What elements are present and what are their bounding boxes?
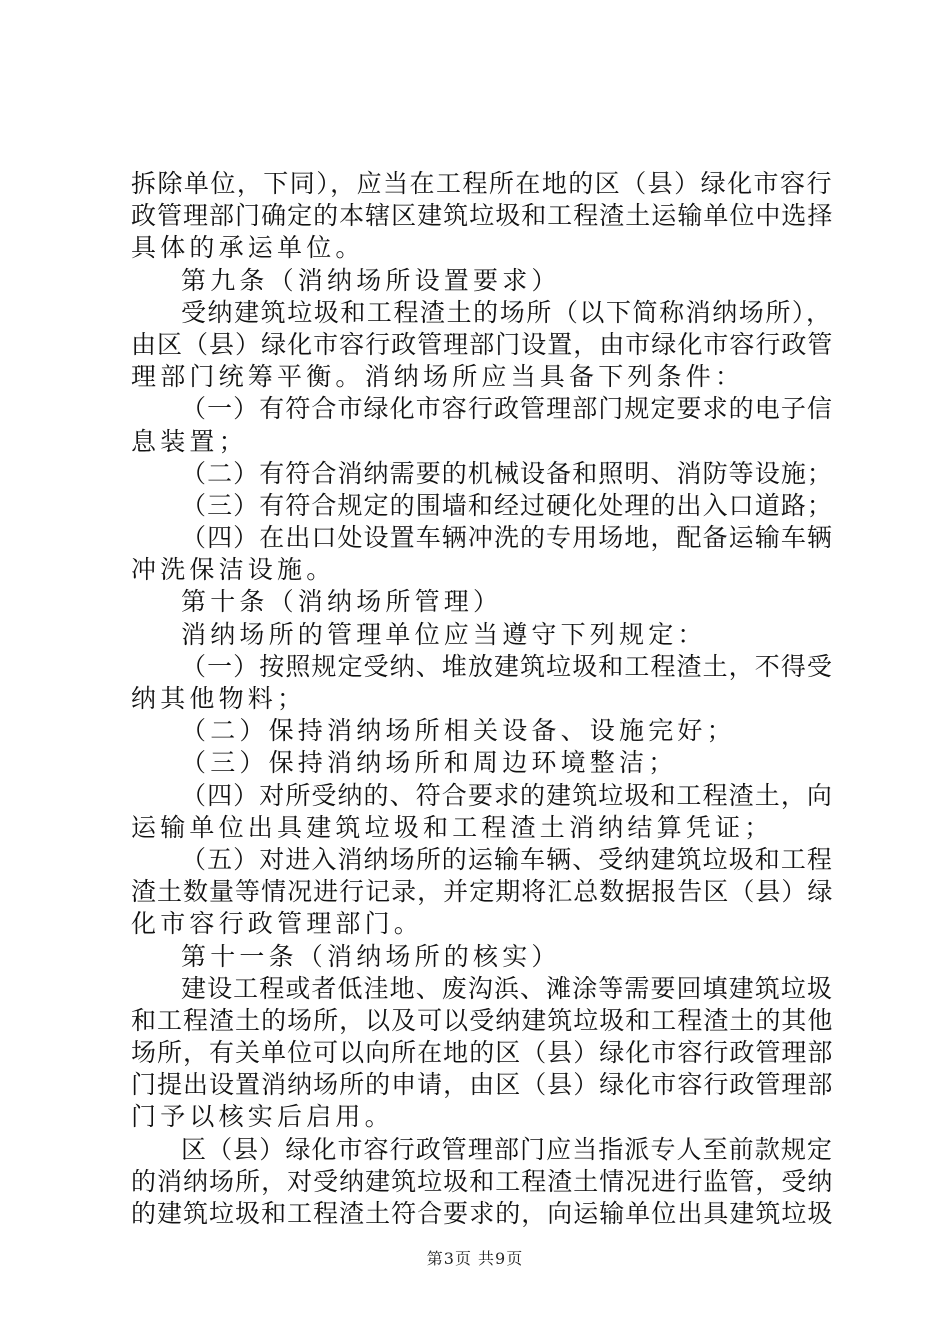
text-line: 纳其他物料； xyxy=(131,684,307,713)
text-line: （二）有符合消纳需要的机械设备和照明、消防等设施； xyxy=(181,458,834,488)
text-line: 的建筑垃圾和工程渣土符合要求的，向运输单位出具建筑垃圾 xyxy=(131,1199,834,1228)
text-line: 化市容行政管理部门。 xyxy=(131,909,424,939)
text-line: 具体的承运单位。 xyxy=(131,233,365,263)
text-line: （四）对所受纳的、符合要求的建筑垃圾和工程渣土，向 xyxy=(181,780,834,810)
text-line: 场所，有关单位可以向所在地的区（县）绿化市容行政管理部 xyxy=(131,1038,834,1068)
text-line: 门予以核实后启用。 xyxy=(131,1102,394,1132)
document-body xyxy=(131,168,833,1230)
text-line: 冲洗保洁设施。 xyxy=(131,555,336,585)
text-line: 政管理部门确定的本辖区建筑垃圾和工程渣土运输单位中选择 xyxy=(131,201,834,231)
text-line: 消纳场所的管理单位应当遵守下列规定： xyxy=(181,619,707,649)
text-line: 受纳建筑垃圾和工程渣土的场所（以下简称消纳场所）， xyxy=(181,297,833,327)
text-line: （五）对进入消纳场所的运输车辆、受纳建筑垃圾和工程 xyxy=(181,844,834,874)
text-line: 渣土数量等情况进行记录，并定期将汇总数据报告区（县）绿 xyxy=(131,877,834,907)
text-line: 息装置； xyxy=(131,426,248,456)
text-line: 理部门统筹平衡。消纳场所应当具备下列条件： xyxy=(131,362,745,392)
text-line: 运输单位出具建筑垃圾和工程渣土消纳结算凭证； xyxy=(131,812,774,842)
text-line: （三）有符合规定的围墙和经过硬化处理的出入口道路； xyxy=(181,490,834,520)
text-line: 区（县）绿化市容行政管理部门应当指派专人至前款规定 xyxy=(181,1134,834,1164)
text-line: （一）有符合市绿化市容行政管理部门规定要求的电子信 xyxy=(181,394,834,424)
text-line: （三）保持消纳场所和周边环境整洁； xyxy=(181,748,678,778)
text-line: 第九条（消纳场所设置要求） xyxy=(181,265,561,295)
text-line: （二）保持消纳场所相关设备、设施完好； xyxy=(181,716,736,746)
text-line: 由区（县）绿化市容行政管理部门设置，由市绿化市容行政管 xyxy=(131,329,834,359)
text-line: （一）按照规定受纳、堆放建筑垃圾和工程渣土，不得受 xyxy=(181,651,834,681)
text-line: 和工程渣土的场所，以及可以受纳建筑垃圾和工程渣土的其他 xyxy=(131,1005,834,1035)
text-line: 第十一条（消纳场所的核实） xyxy=(181,941,561,971)
page-footer xyxy=(0,1246,950,1269)
text-line: （四）在出口处设置车辆冲洗的专用场地，配备运输车辆 xyxy=(181,523,834,553)
text-line: 第十条（消纳场所管理） xyxy=(181,587,503,617)
text-line: 建设工程或者低洼地、废沟浜、滩涂等需要回填建筑垃圾 xyxy=(181,973,834,1003)
text-line: 门提出设置消纳场所的申请，由区（县）绿化市容行政管理部 xyxy=(131,1070,834,1100)
page-number-label: 第3页 共9页 xyxy=(426,1249,524,1268)
text-line: 的消纳场所，对受纳建筑垃圾和工程渣土情况进行监管，受纳 xyxy=(131,1166,834,1196)
text-line: 拆除单位，下同），应当在工程所在地的区（县）绿化市容行 xyxy=(131,169,833,198)
